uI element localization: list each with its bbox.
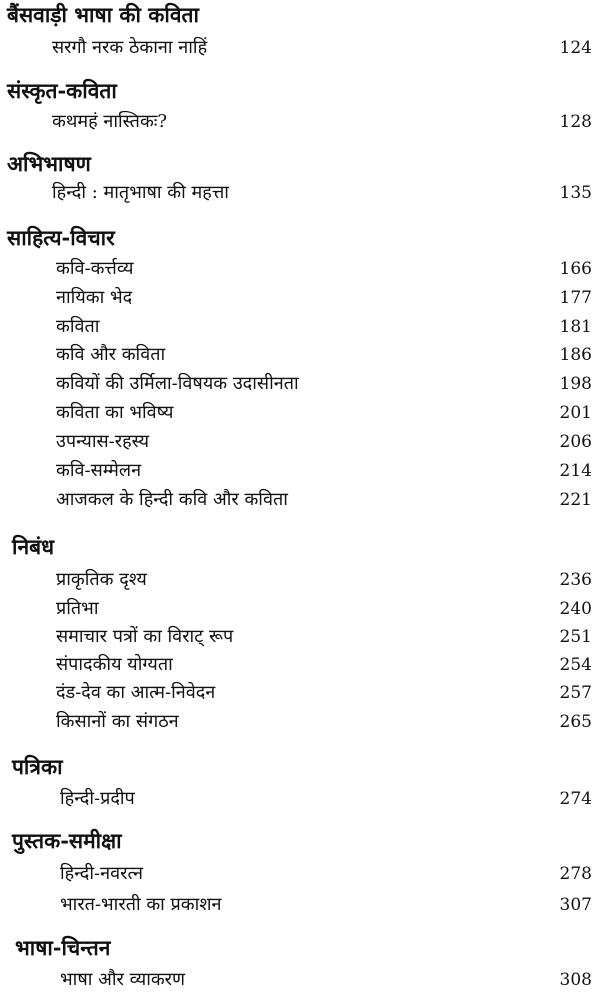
entry-title: किसानों का संगठन [56,711,179,732]
entry-title: कवि और कविता [56,344,166,365]
entry-title: भाषा और व्याकरण [60,969,186,990]
toc-entry [0,568,600,592]
entry-page-number: 135 [559,183,592,203]
entry-page-number: 177 [559,288,592,308]
toc-entry [0,862,600,886]
entry-page-number: 166 [559,259,592,279]
entry-title: हिन्दी-प्रदीप [60,788,135,809]
section-title-bainswadi: बैंसवाड़ी भाषा की कविता [7,2,199,27]
entry-title: कथमहं नास्तिकः? [52,111,168,132]
entry-page-number: 206 [559,432,592,452]
entry-title: उपन्यास-रहस्य [56,431,150,452]
entry-title: सरगौ नरक ठेकाना नाहिं [52,37,208,58]
entry-page-number: 240 [559,599,592,619]
section-title-bhasha-chintan: भाषा-चिन्तन [15,935,111,960]
entry-title: प्राकृतिक दृश्य [56,569,147,590]
toc-entry [0,681,600,705]
entry-page-number: 236 [559,570,592,590]
entry-title: कविता का भविष्य [56,402,174,423]
entry-page-number: 124 [559,38,592,58]
toc-entry [0,710,600,734]
entry-page-number: 254 [559,655,592,675]
toc-entry [0,787,600,811]
toc-entry [0,893,600,917]
toc-entry [0,343,600,367]
entry-page-number: 198 [559,374,592,394]
entry-title: आजकल के हिन्दी कवि और कविता [56,489,288,510]
entry-title: हिन्दी : मातृभाषा की महत्ता [52,182,229,203]
toc-entry [0,968,600,992]
entry-title: कवि-कर्त्तव्य [56,258,134,279]
entry-title: कवि-सम्मेलन [56,460,142,481]
section-title-sanskrit: संस्कृत-कविता [7,78,117,103]
entry-page-number: 181 [559,317,592,337]
toc-entry [0,110,600,134]
entry-page-number: 251 [559,627,592,647]
entry-title: नायिका भेद [56,287,133,308]
toc-entry [0,653,600,677]
toc-entry [0,597,600,621]
entry-title: प्रतिभा [56,598,99,619]
toc-entry [0,286,600,310]
toc-entry [0,372,600,396]
entry-page-number: 214 [559,461,592,481]
toc-entry [0,459,600,483]
entry-title: कविता [56,316,100,337]
entry-page-number: 128 [559,112,592,132]
section-title-nibandh: निबंध [12,534,54,559]
entry-page-number: 274 [559,789,592,809]
entry-page-number: 201 [559,403,592,423]
toc-entry [0,488,600,512]
entry-title: समाचार पत्रों का विराट् रूप [56,626,234,647]
section-title-pustak-samiksha: पुस्तक-समीक्षा [12,828,122,853]
toc-entry [0,257,600,281]
entry-page-number: 186 [559,345,592,365]
toc-entry [0,181,600,205]
entry-page-number: 308 [559,970,592,990]
section-title-abhibhashan: अभिभाषण [7,151,91,176]
entry-title: भारत-भारती का प्रकाशन [60,894,222,915]
entry-page-number: 278 [559,864,592,884]
toc-entry [0,401,600,425]
entry-page-number: 307 [559,895,592,915]
entry-page-number: 265 [559,712,592,732]
section-title-patrika: पत्रिका [12,754,63,779]
entry-page-number: 221 [559,490,592,510]
entry-title: कवियों की उर्मिला-विषयक उदासीनता [56,373,299,394]
toc-entry [0,430,600,454]
entry-title: संपादकीय योग्यता [56,654,173,675]
entry-title: हिन्दी-नवरत्न [60,863,143,884]
toc-entry [0,36,600,60]
entry-page-number: 257 [559,683,592,703]
section-title-sahitya-vichar: साहित्य-विचार [7,225,115,250]
toc-entry [0,625,600,649]
toc-entry [0,315,600,339]
entry-title: दंड-देव का आत्म-निवेदन [56,682,216,703]
